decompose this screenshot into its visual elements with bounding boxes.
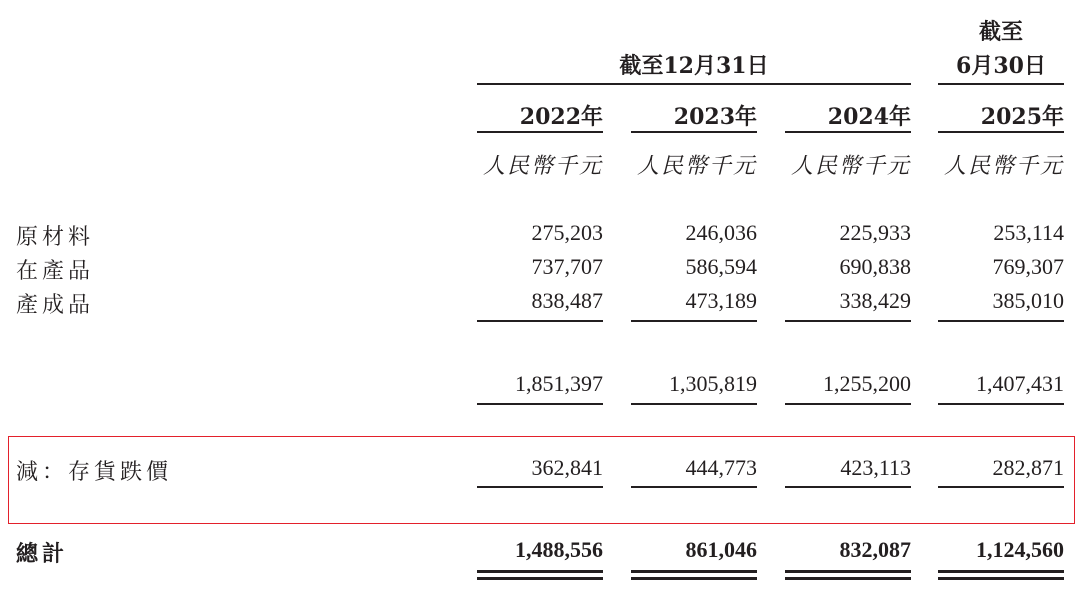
year-rule bbox=[938, 131, 1064, 133]
unit-label: 人民幣千元 bbox=[790, 154, 911, 179]
row-label-finished-goods: 產成品 bbox=[16, 293, 95, 318]
table-cell: 225,933 bbox=[839, 220, 911, 245]
year-rule bbox=[631, 131, 757, 133]
subtotal-rule bbox=[938, 320, 1064, 322]
table-cell: 737,707 bbox=[531, 254, 603, 279]
subtotal-rule bbox=[631, 320, 757, 322]
row-label-work-in-progress: 在產品 bbox=[16, 259, 95, 284]
less-rule bbox=[631, 486, 757, 488]
subtotal-bottom-rule bbox=[631, 403, 757, 405]
total-double-rule bbox=[631, 570, 757, 573]
as-at-header-rule bbox=[938, 83, 1064, 85]
total-double-rule bbox=[938, 570, 1064, 573]
subtotal-bottom-rule bbox=[785, 403, 911, 405]
total-double-rule bbox=[477, 570, 603, 573]
total-double-rule bbox=[631, 577, 757, 580]
year-2023: 2023年 bbox=[673, 104, 757, 130]
table-cell: 690,838 bbox=[839, 254, 911, 279]
subtotal-rule bbox=[785, 320, 911, 322]
period-header-rule bbox=[477, 83, 911, 85]
total-double-rule bbox=[477, 577, 603, 580]
table-cell: 444,773 bbox=[685, 455, 757, 480]
year-rule bbox=[477, 131, 603, 133]
total-cell: 1,488,556 bbox=[515, 537, 603, 562]
as-at-header-line1: 截至 bbox=[978, 19, 1023, 45]
table-cell: 769,307 bbox=[992, 254, 1064, 279]
less-rule bbox=[785, 486, 911, 488]
period-header: 截至12月31日 bbox=[619, 53, 769, 79]
row-label-total: 總計 bbox=[16, 541, 69, 567]
table-cell: 473,189 bbox=[685, 288, 757, 313]
row-label-raw-materials: 原材料 bbox=[16, 225, 95, 250]
subtotal-bottom-rule bbox=[477, 403, 603, 405]
table-cell: 385,010 bbox=[992, 288, 1064, 313]
table-cell: 282,871 bbox=[992, 455, 1064, 480]
unit-label: 人民幣千元 bbox=[943, 154, 1064, 179]
year-2022: 2022年 bbox=[519, 104, 603, 130]
table-cell: 586,594 bbox=[685, 254, 757, 279]
as-at-header-line2: 6月30日 bbox=[956, 53, 1046, 79]
total-double-rule bbox=[785, 577, 911, 580]
table-cell: 253,114 bbox=[993, 220, 1064, 245]
table-cell: 838,487 bbox=[531, 288, 603, 313]
year-2024: 2024年 bbox=[827, 104, 911, 130]
subtotal-bottom-rule bbox=[938, 403, 1064, 405]
subtotal-cell: 1,305,819 bbox=[669, 371, 757, 396]
subtotal-cell: 1,255,200 bbox=[823, 371, 911, 396]
table-cell: 246,036 bbox=[685, 220, 757, 245]
less-rule bbox=[477, 486, 603, 488]
total-cell: 1,124,560 bbox=[976, 537, 1064, 562]
row-label-inventory-impairment: 減：存貨跌價 bbox=[16, 460, 173, 485]
unit-label: 人民幣千元 bbox=[636, 154, 757, 179]
table-cell: 338,429 bbox=[839, 288, 911, 313]
table-cell: 423,113 bbox=[840, 455, 911, 480]
unit-label: 人民幣千元 bbox=[482, 154, 603, 179]
year-2025: 2025年 bbox=[980, 104, 1064, 130]
total-cell: 832,087 bbox=[839, 537, 911, 562]
total-double-rule bbox=[785, 570, 911, 573]
subtotal-cell: 1,851,397 bbox=[515, 371, 603, 396]
table-cell: 275,203 bbox=[531, 220, 603, 245]
subtotal-rule bbox=[477, 320, 603, 322]
subtotal-cell: 1,407,431 bbox=[976, 371, 1064, 396]
table-cell: 362,841 bbox=[531, 455, 603, 480]
year-rule bbox=[785, 131, 911, 133]
less-rule bbox=[938, 486, 1064, 488]
total-double-rule bbox=[938, 577, 1064, 580]
total-cell: 861,046 bbox=[685, 537, 757, 562]
